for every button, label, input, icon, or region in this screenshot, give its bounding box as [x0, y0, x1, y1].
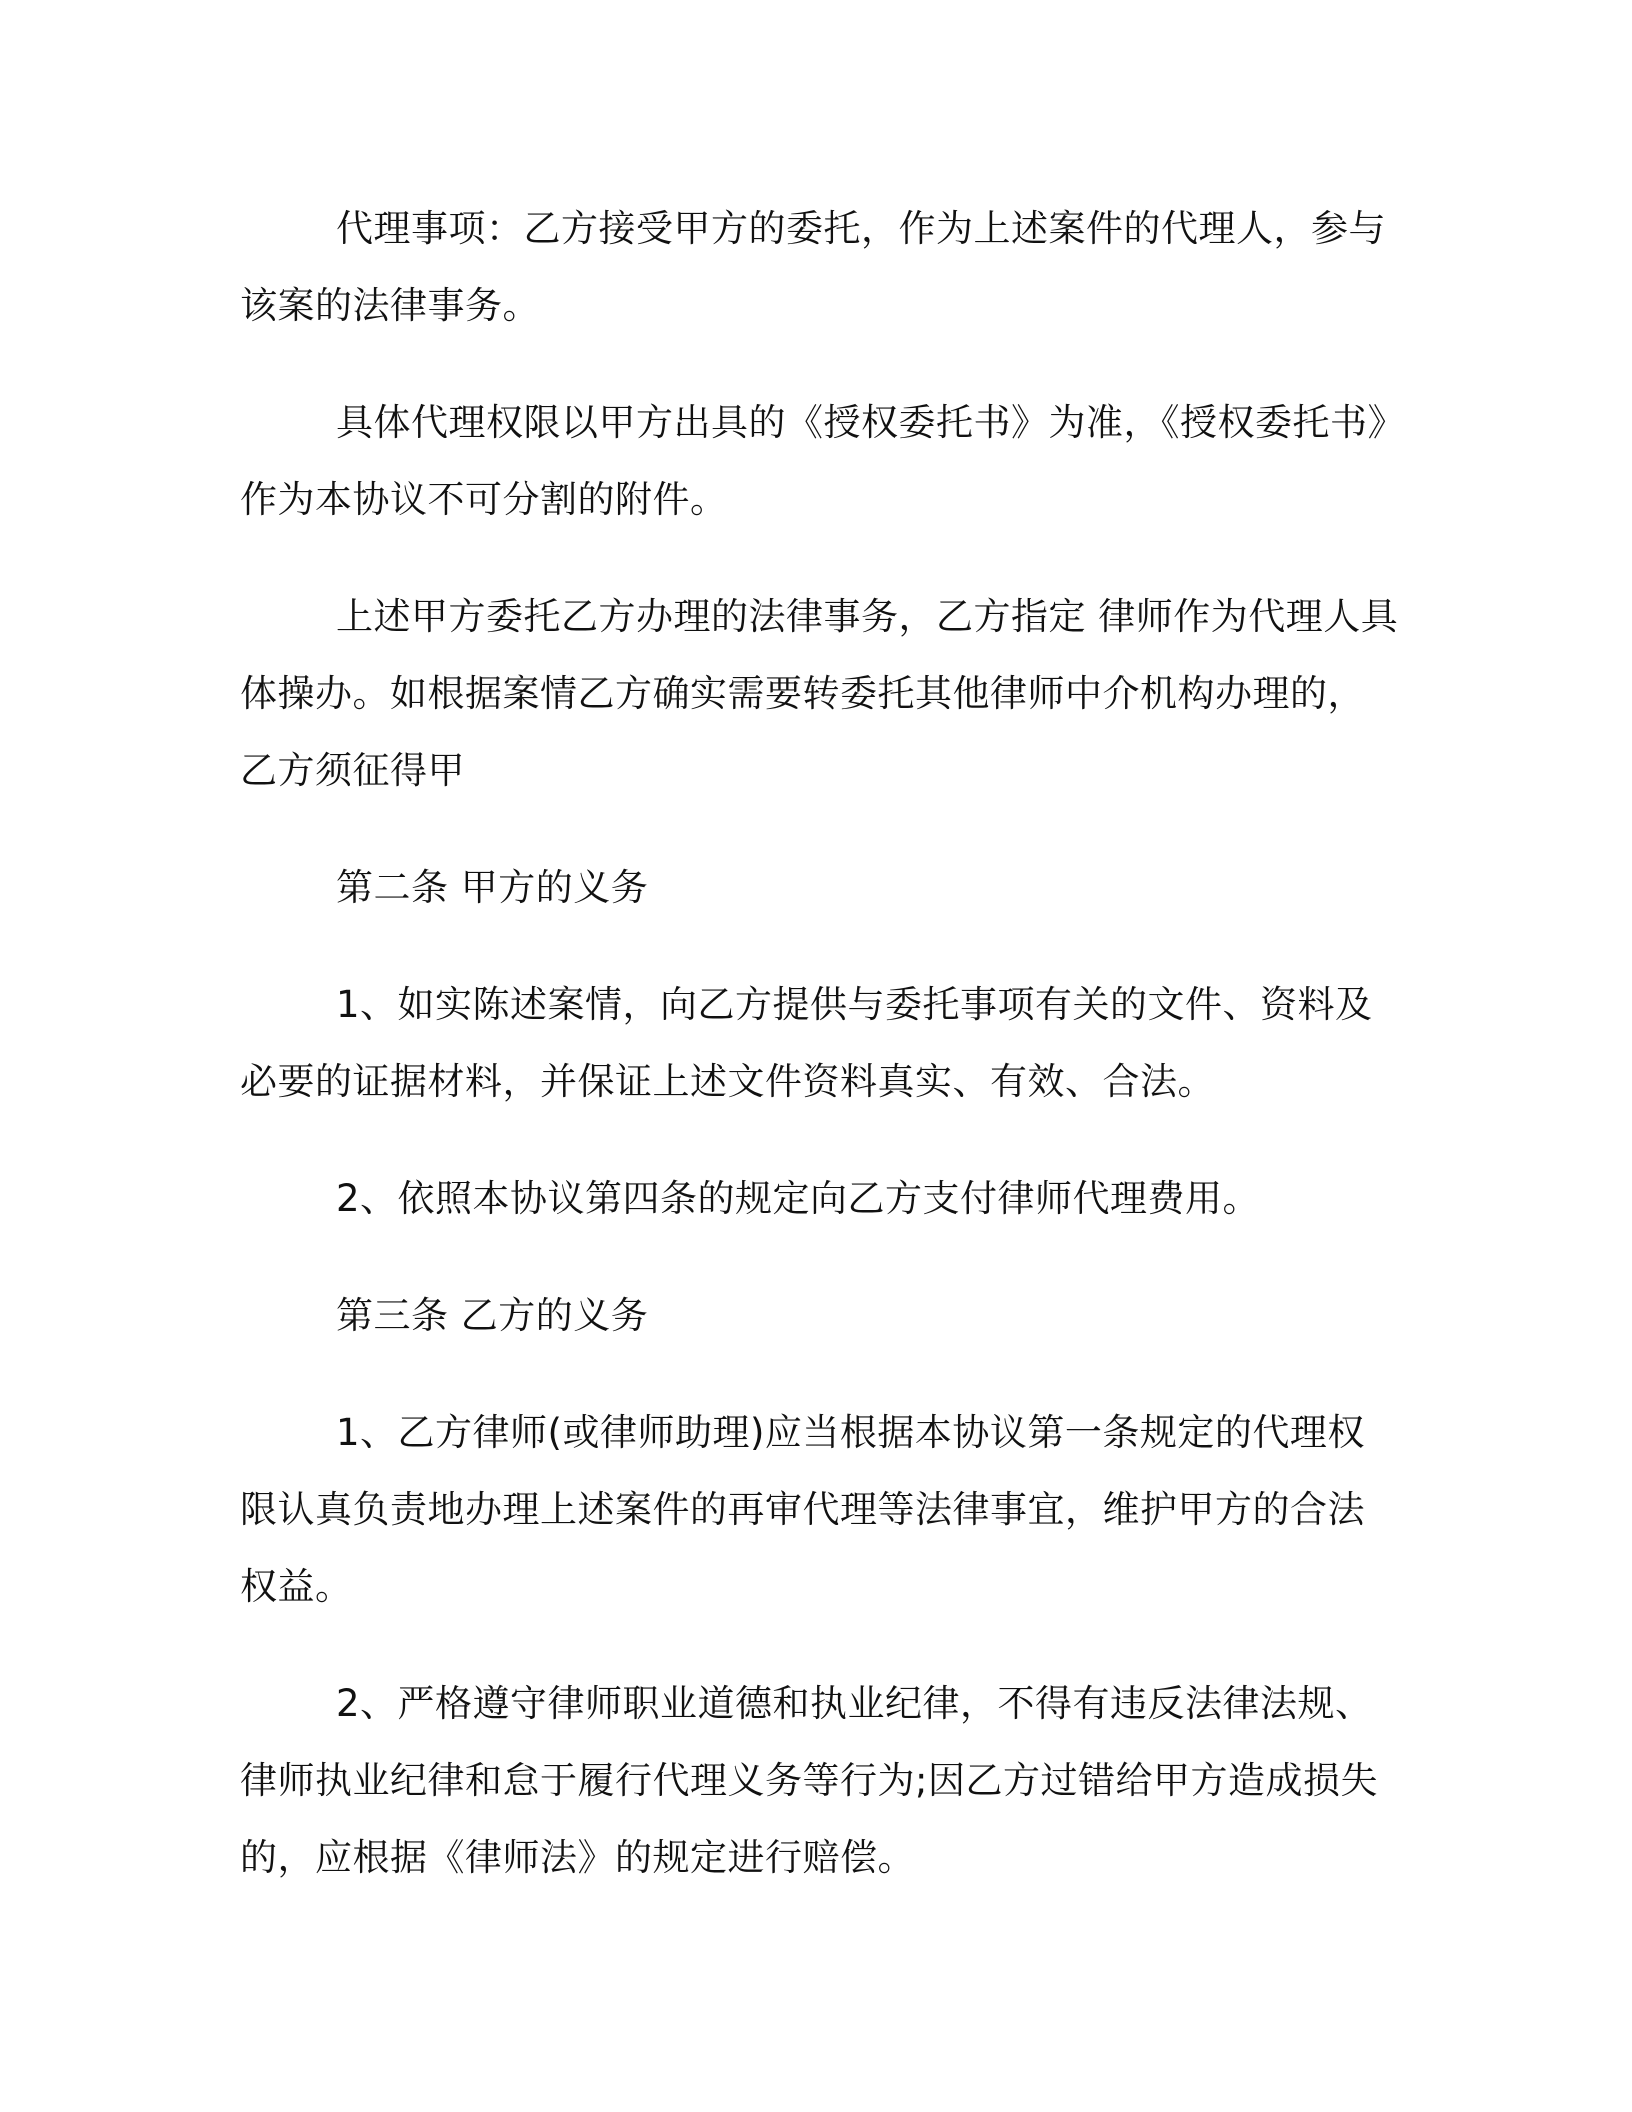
document-body — [240, 190, 1400, 1936]
paragraph-party-b-obligation-2: 2、严格遵守律师职业道德和执业纪律，不得有违反法律法规、律师执业纪律和怠于履行代理义务等行为;因乙方过错给甲方造成损失的，应根据《律师法》的规定进行赔偿。 — [240, 1682, 1378, 1879]
paragraph-party-b-obligation-1: 1、乙方律师(或律师助理)应当根据本协议第一条规定的代理权限认真负责地办理上述案件的再审代理等法律事宜，维护甲方的合法权益。 — [240, 1411, 1365, 1608]
section-heading-party-b-obligations: 第三条 乙方的义务 — [336, 1294, 649, 1337]
paragraph-party-a-obligation-1: 1、如实陈述案情，向乙方提供与委托事项有关的文件、资料及必要的证据材料，并保证上述文件资料真实、有效、合法。 — [240, 983, 1373, 1103]
paragraph-designated-lawyer: 上述甲方委托乙方办理的法律事务，乙方指定 律师作为代理人具体操办。如根据案情乙方确实需要转委托其他律师中介机构办理的，乙方须征得甲 — [240, 595, 1399, 792]
paragraph-agency-matters: 代理事项：乙方接受甲方的委托，作为上述案件的代理人，参与该案的法律事务。 — [240, 207, 1386, 327]
paragraph-party-a-obligation-2: 2、依照本协议第四条的规定向乙方支付律师代理费用。 — [336, 1177, 1261, 1220]
paragraph-agency-scope: 具体代理权限以甲方出具的《授权委托书》为准，《授权委托书》作为本协议不可分割的附件。 — [240, 401, 1387, 521]
section-heading-party-a-obligations: 第二条 甲方的义务 — [336, 866, 649, 909]
